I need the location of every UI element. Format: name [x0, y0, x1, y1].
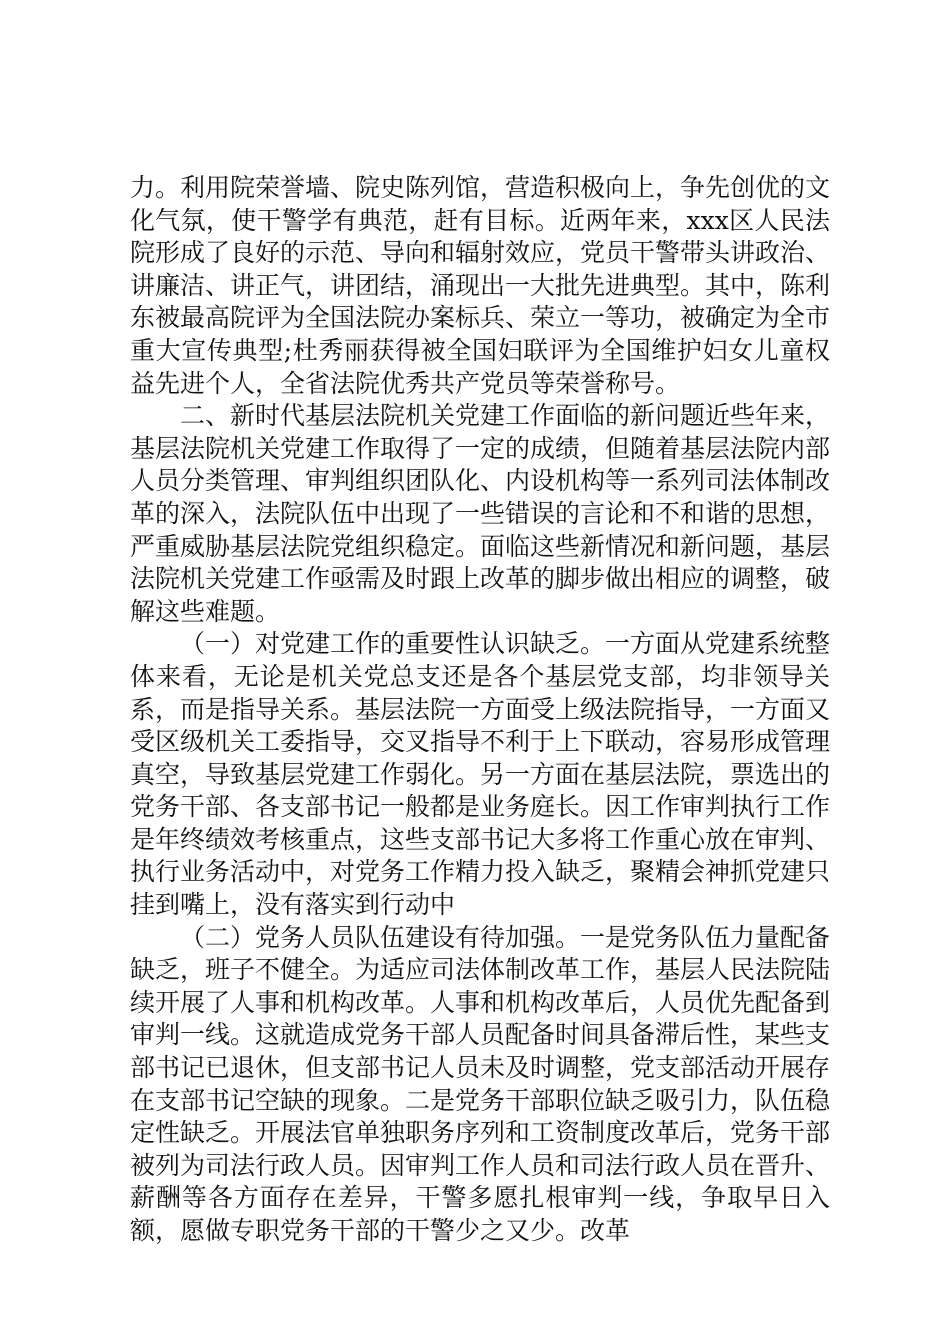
paragraph-honors: 力。利用院荣誉墙、院史陈列馆，营造积极向上，争先创优的文化气氛，使干警学有典范，赶有目标。近两年来，xxx区人民法院形成了良好的示范、导向和辐射效应，党员干警带头讲政治、讲廉洁、讲正气，讲团结，涌现出一大批先进典型。其中，陈利东被最高院评为全国法院办案标兵、荣立一等功，被确定为全市重大宣传典型;杜秀丽获得被全国妇联评为全国维护妇女儿童权益先进个人，全省法院优秀共产党员等荣誉称号。	[130, 173, 831, 398]
paragraph-subsection-one: （一）对党建工作的重要性认识缺乏。一方面从党建系统整体来看，无论是机关党总支还是各个基层党支部，均非领导关系，而是指导关系。基层法院一方面受上级法院指导，一方面又受区级机关工委指导，交叉指导不利于上下联动，容易形成管理真空，导致基层党建工作弱化。另一方面在基层法院，票选出的党务干部、各支部书记一般都是业务庭长。因工作审判执行工作是年终绩效考核重点，这些支部书记大多将工作重心放在审判、执行业务活动中，对党务工作精力投入缺乏，聚精会神抓党建只挂到嘴上，没有落实到行动中	[130, 629, 831, 920]
paragraph-subsection-two: （二）党务人员队伍建设有待加强。一是党务队伍力量配备缺乏，班子不健全。为适应司法体制改革工作，基层人民法院陆续开展了人事和机构改革。人事和机构改革后，人员优先配备到审判一线。这就造成党务干部人员配备时间具备滞后性，某些支部书记已退休，但支部书记人员未及时调整，党支部活动开展存在支部书记空缺的现象。二是党务干部职位缺乏吸引力，队伍稳定性缺乏。开展法官单独职务序列和工资制度改革后，党务干部被列为司法行政人员。因审判工作人员和司法行政人员在晋升、薪酬等各方面存在差异，干警多愿扎根审判一线，争取早日入额，愿做专职党务干部的干警少之又少。改革	[130, 922, 831, 1245]
paragraph-section-two-intro: 二、新时代基层法院机关党建工作面临的新问题近些年来，基层法院机关党建工作取得了一定的成绩，但随着基层法院内部人员分类管理、审判组织团队化、内设机构等一系列司法体制改革的深入，法院队伍中出现了一些错误的言论和不和谐的思想，严重威胁基层法院党组织稳定。面临这些新情况和新问题，基层法院机关党建工作亟需及时跟上改革的脚步做出相应的调整，破解这些难题。	[130, 401, 831, 626]
body-text	[130, 172, 830, 1248]
